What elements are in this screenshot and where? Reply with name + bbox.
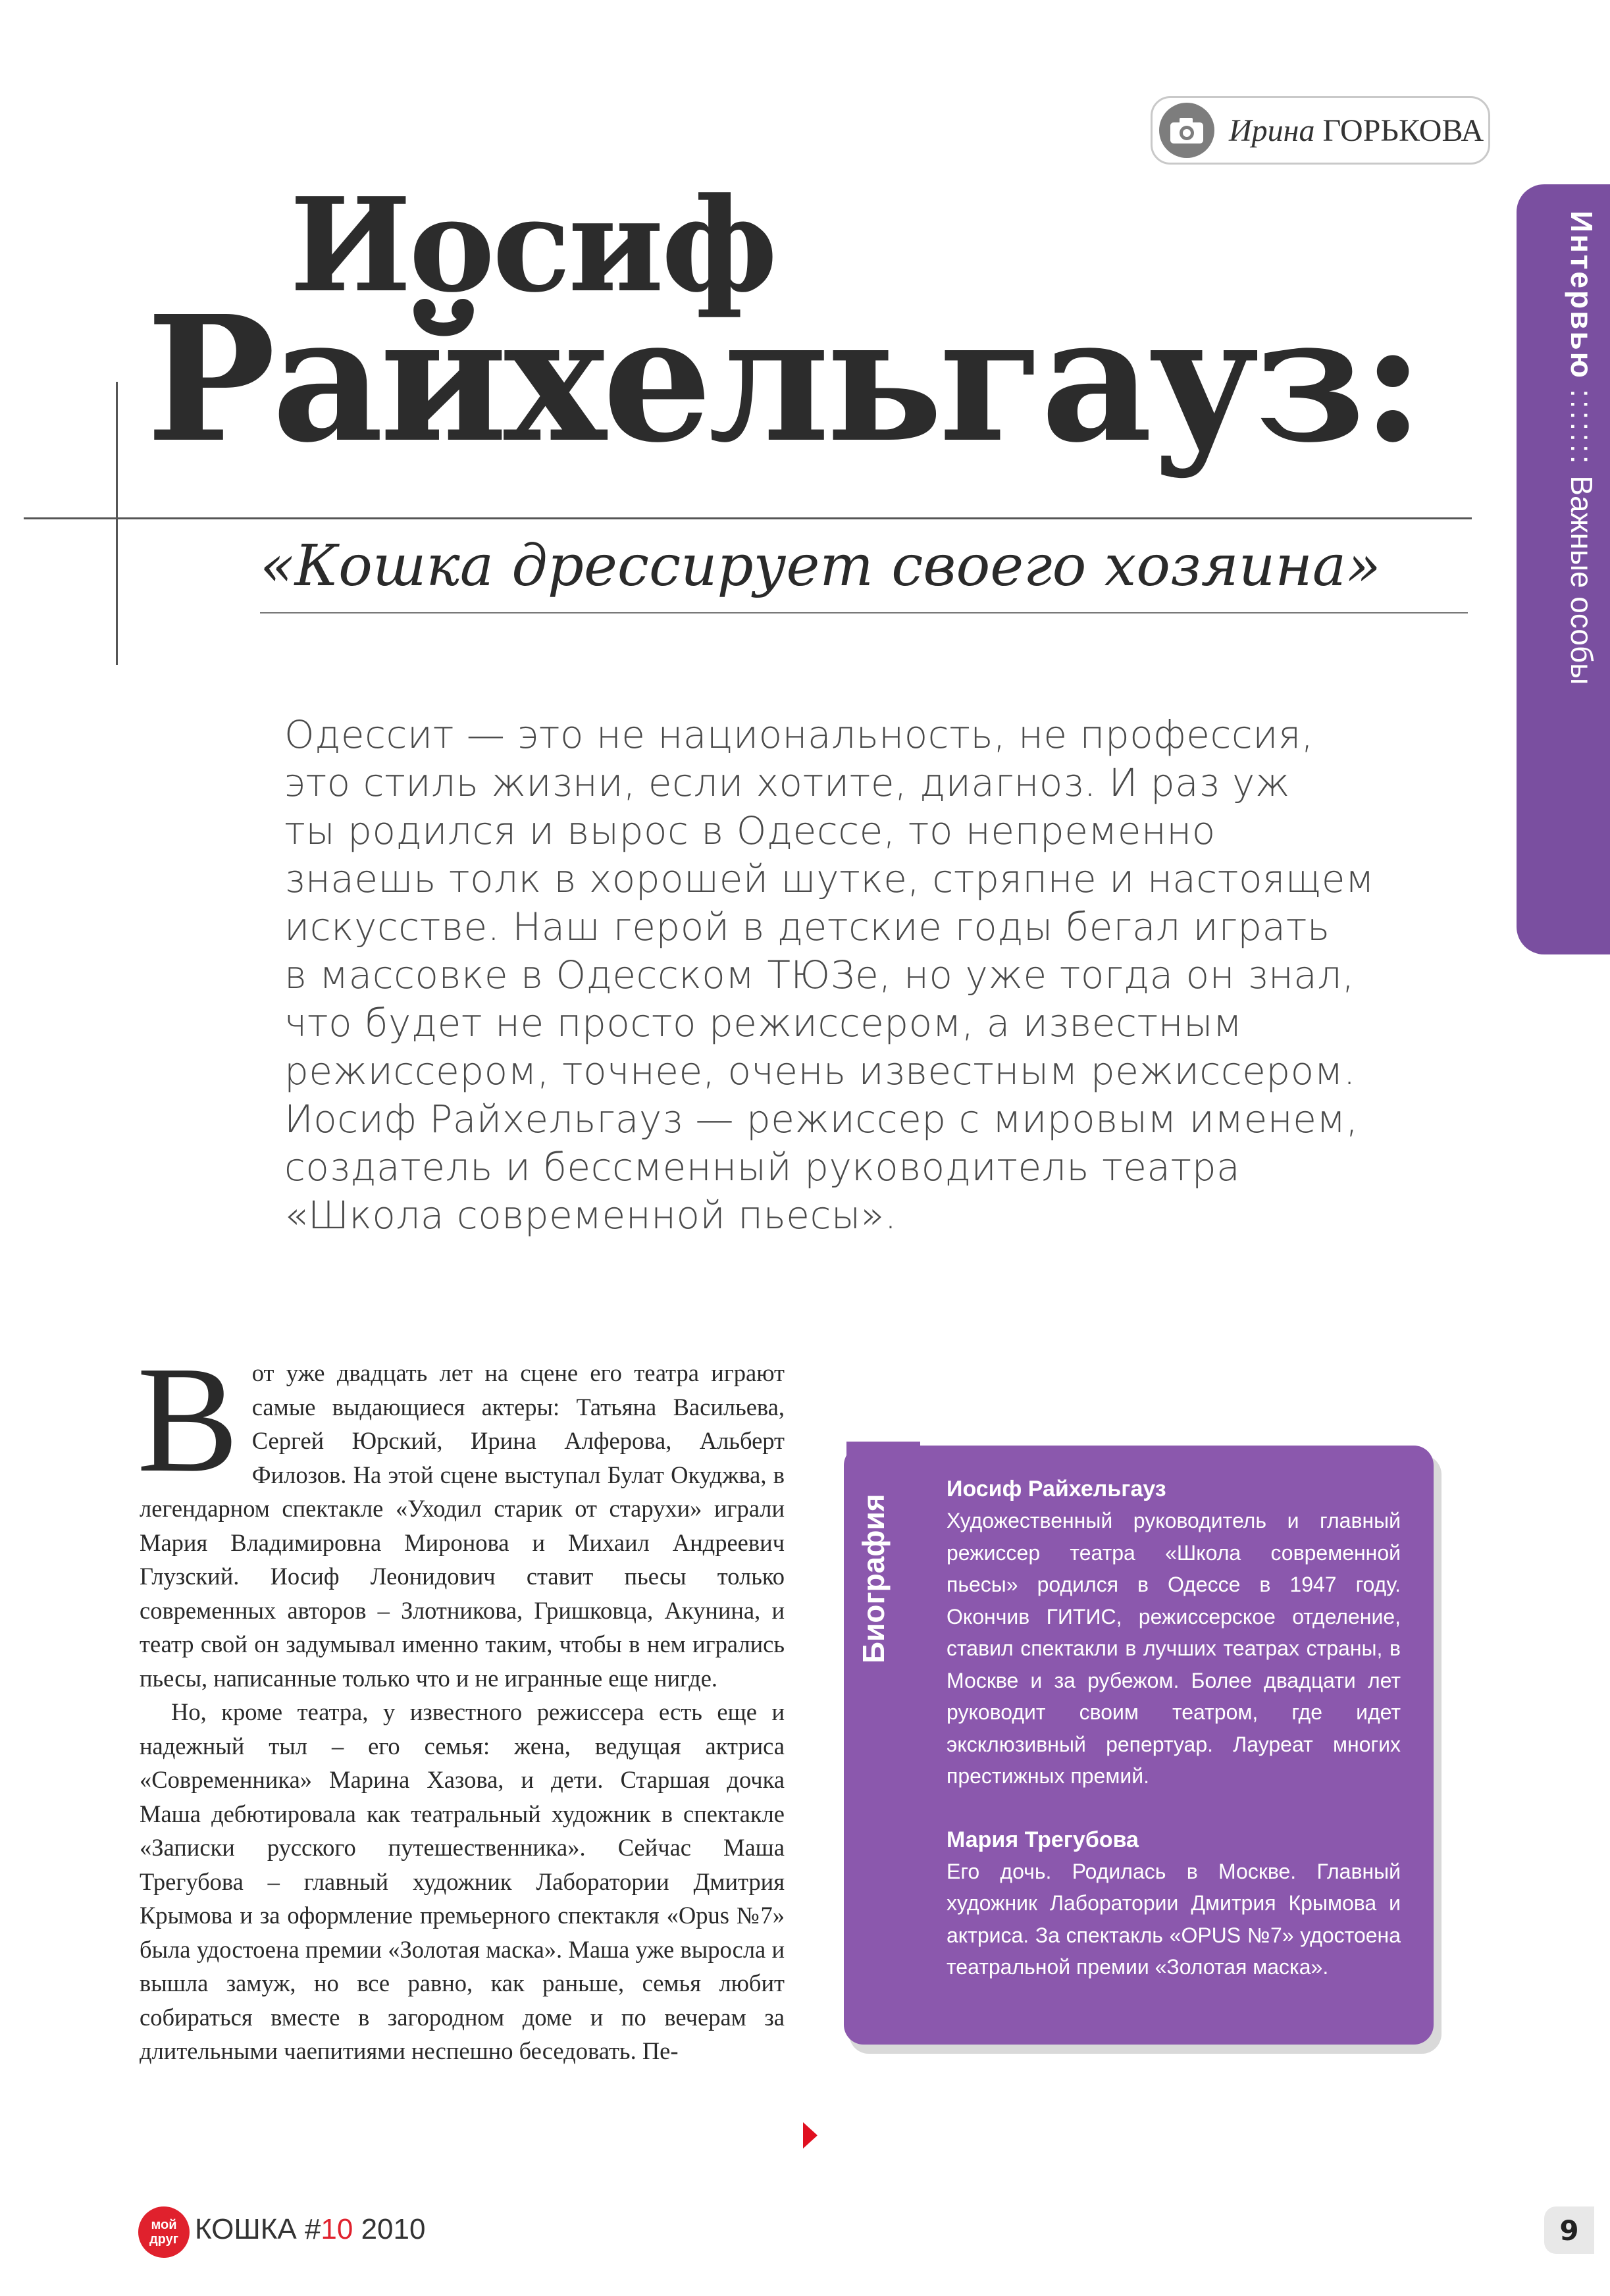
section-category: Интервью [1565, 211, 1599, 380]
bio-spacer [947, 1792, 1401, 1824]
lead-line: ты родился и вырос в Одессе, то непременно [284, 808, 1216, 853]
footer-issue-number: 10 [321, 2213, 353, 2245]
lead-line: знаешь толк в хорошей шутке, стряпне и настоящем [284, 856, 1375, 901]
title-last-name: Райхельгауз: [146, 278, 1421, 481]
lead-paragraph [284, 711, 1456, 1239]
author-badge [1151, 96, 1490, 165]
footer-magazine-title [195, 2213, 425, 2246]
decorative-horizontal-rule [24, 517, 1472, 519]
lead-line: Иосиф Райхельгауз — режиссер с мировым именем, [284, 1097, 1359, 1141]
bio-person2-text: Его дочь. Родилась в Москве. Главный художник Лаборатории Дмитрия Крымова и актриса. За спектакль «OPUS №7» удостоена театральной премии «Золотая маска». [947, 1859, 1401, 1979]
lead-line: что будет не просто режиссером, а известным [284, 1001, 1243, 1045]
author-first-name: Ирина [1229, 113, 1315, 148]
bio-person1-text: Художественный руководитель и главный режиссер театра «Школа современной пьесы» родился в Одессе в 1947 году. Окончив ГИТИС, режиссерское отделение, ставил спектакли в лучших театрах страны, в Москве и за рубежом. Более двадцати лет руководит своим театром, где идет эксклюзивный репертуар. Лауреат многих престижных премий. [947, 1509, 1401, 1788]
section-subcategory: Важные особы [1565, 475, 1599, 685]
decorative-vertical-rule [116, 382, 118, 665]
footer-year: 2010 [361, 2213, 426, 2245]
article-subtitle: «Кошка дрессирует своего хозяина» [260, 533, 1381, 599]
camera-icon [1159, 103, 1214, 158]
lead-line: «Школа современной пьесы». [284, 1193, 897, 1238]
logo-line1: мой [151, 2218, 177, 2232]
section-tab-label [1527, 211, 1599, 935]
lead-line: режиссером, точнее, очень известным режиссером. [284, 1049, 1356, 1093]
continue-arrow-icon [803, 2122, 818, 2149]
body-paragraph-2: Но, кроме театра, у известного режиссера есть еще и надежный тыл – его семья: жена, ведущая актриса «Современника» Марина Хазова, и дети. Старшая дочка Маша дебютировала как театральный художник в спектакле «Записки русского путешественника». Сейчас Маша Трегубова – главный художник Лаборатории Дмитрия Крымова и за оформление премьерного спектакля «Opus №7» была удостоена премии «Золотая маска». Маша уже выросла и вышла замуж, но все равно, как раньше, семья любит собираться вместе в загородном доме и по вечерам за длительными чаепитиями неспешно беседовать. Пе- [140, 1698, 785, 2064]
article-body [137, 1335, 785, 2068]
drop-cap: В [137, 1335, 239, 1504]
lead-line: создатель и бессменный руководитель театра [284, 1145, 1241, 1189]
magazine-logo [138, 2206, 190, 2258]
biography-content [947, 1473, 1401, 1983]
logo-line2: друг [149, 2232, 179, 2247]
bio-person1-name: Иосиф Райхельгауз [947, 1476, 1166, 1501]
author-last-name: ГОРЬКОВА [1322, 113, 1484, 148]
body-paragraph-1: от уже двадцать лет на сцене его театра играют самые выдающиеся актеры: Татьяна Васильева, Сергей Юрский, Ирина Алферова, Альберт Филозов. На этой сцене выступал Булат Окуджва, в легендарном спектакле «Уходил старик от старухи» играли Мария Владимировна Миронова и Михаил Андреевич Глузский. Иосиф Леонидович ставит пьесы только современных авторов – Злотникова, Гришковца, Акунина, и театр свой он задумывал именно таким, чтобы в нем игрались пьесы, написанные только что и не игранные еще нигде. [140, 1359, 785, 1692]
footer-magazine-name: КОШКА # [195, 2213, 321, 2245]
page-number: 9 [1544, 2206, 1594, 2254]
subtitle-underline [260, 612, 1468, 613]
title-first-name: Иосиф [290, 170, 775, 321]
author-name [1229, 113, 1484, 149]
lead-line: это стиль жизни, если хотите, диагноз. И раз уж [284, 760, 1290, 805]
biography-label: Биография [856, 1494, 891, 1663]
section-separator: ::::::: [1565, 388, 1599, 467]
bio-person2-name: Мария Трегубова [947, 1827, 1139, 1852]
lead-line: искусстве. Наш герой в детские годы бегал играть [284, 904, 1330, 949]
lead-line: в массовке в Одесском ТЮЗе, но уже тогда он знал, [284, 952, 1355, 997]
lead-line: Одессит — это не национальность, не профессия, [284, 712, 1314, 757]
